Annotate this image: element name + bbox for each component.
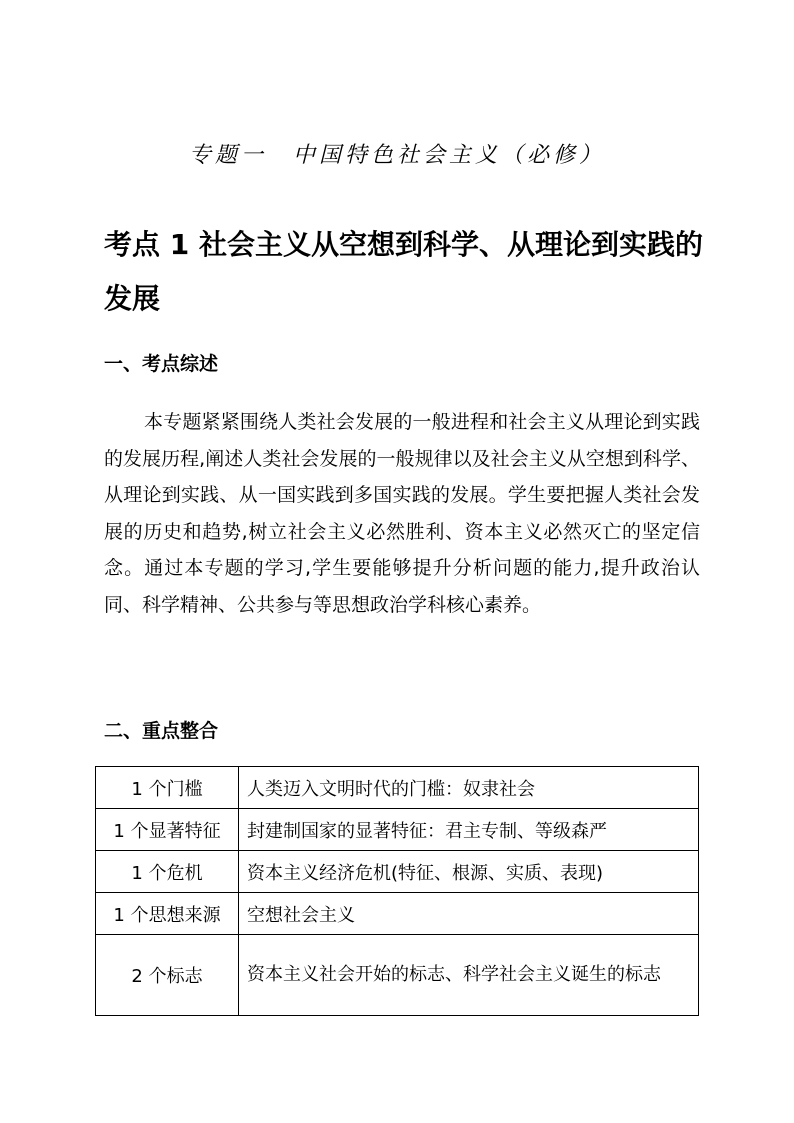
table-row xyxy=(96,767,699,809)
row-label: 1 个危机 xyxy=(96,851,239,893)
table-row xyxy=(96,809,699,851)
key-points-heading: 二、重点整合 xyxy=(104,720,219,742)
row-content: 人类迈入文明时代的门槛：奴隶社会 xyxy=(239,767,699,809)
row-label: 1 个显著特征 xyxy=(96,809,239,851)
row-content: 封建制国家的显著特征：君主专制、等级森严 xyxy=(239,809,699,851)
row-content: 资本主义经济危机(特征、根源、实质、表现) xyxy=(239,851,699,893)
row-label: 2 个标志 xyxy=(96,935,239,1016)
key-points-table xyxy=(95,766,699,1016)
table-row xyxy=(96,851,699,893)
row-label: 1 个思想来源 xyxy=(96,893,239,935)
overview-paragraph: 本专题紧紧围绕人类社会发展的一般进程和社会主义从理论到实践的发展历程,阐述人类社会发展的一般规律以及社会主义从空想到科学、从理论到实践、从一国实践到多国实践的发展。学生要把握人类社会发展的历史和趋势,树立社会主义必然胜利、资本主义必然灭亡的坚定信念。通过本专题的学习,学生要能够提升分析问题的能力,提升政治认同、科学精神、公共参与等思想政治学科核心素养。 xyxy=(104,411,700,616)
row-content: 空想社会主义 xyxy=(239,893,699,935)
row-label: 1 个门槛 xyxy=(96,767,239,809)
row-content: 资本主义社会开始的标志、科学社会主义诞生的标志 xyxy=(239,935,699,1016)
topic-title: 专题一 中国特色社会主义（必修） xyxy=(188,143,605,168)
table-row xyxy=(96,893,699,935)
table-row xyxy=(96,935,699,1016)
kaodian-title: 考点 1 社会主义从空想到科学、从理论到实践的发展 xyxy=(104,228,703,315)
overview-heading: 一、考点综述 xyxy=(104,353,219,375)
